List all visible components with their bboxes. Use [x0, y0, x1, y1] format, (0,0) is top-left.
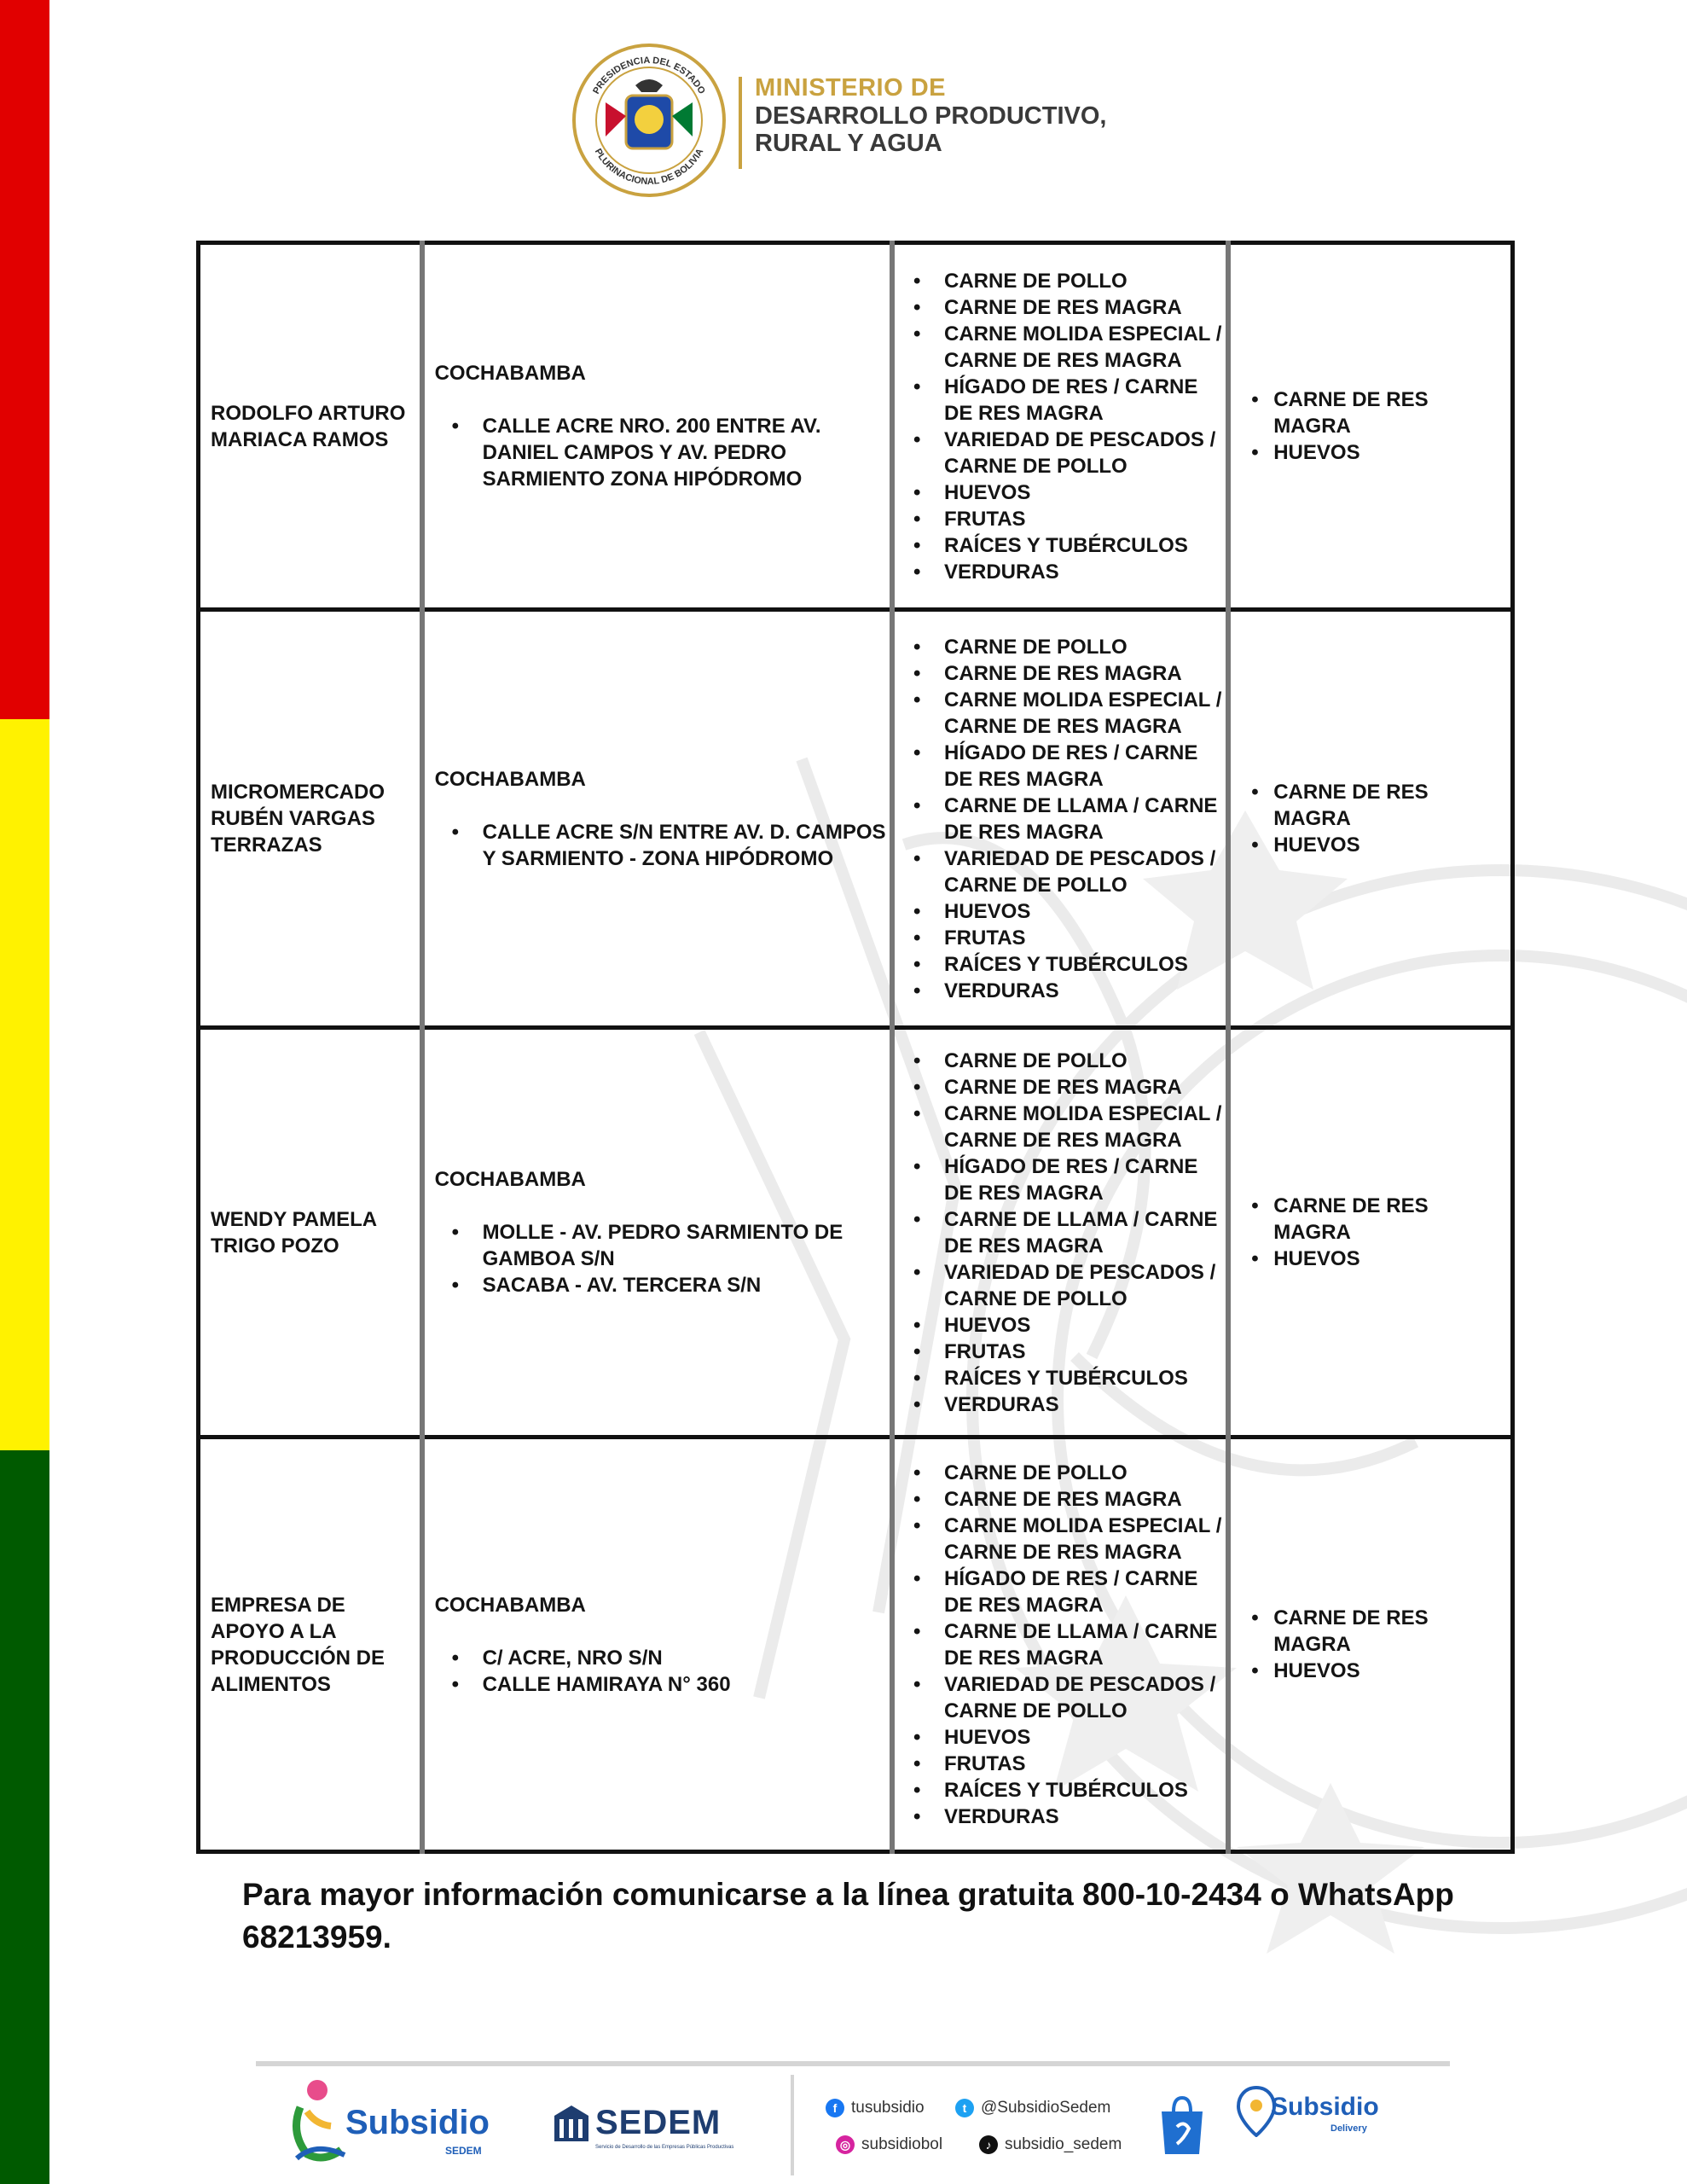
address-item: • CALLE ACRE S/N ENTRE AV. D. CAMPOS Y SARMIENTO - ZONA HIPÓDROMO: [435, 819, 890, 872]
facebook-icon: f: [826, 2099, 844, 2117]
delivery-item: • CARNE DE RES MAGRA: [1243, 779, 1510, 832]
products-list: [905, 268, 1226, 585]
sedem-logo: [553, 2099, 749, 2158]
subsidio-logo: [281, 2073, 495, 2167]
product-item: • FRUTAS: [905, 506, 1226, 532]
product-item: • HUEVOS: [905, 1724, 1226, 1751]
delivery-item: • HUEVOS: [1243, 1246, 1510, 1272]
table-row: [199, 1438, 1513, 1852]
table-row: [199, 243, 1513, 610]
product-item: • CARNE MOLIDA ESPECIAL / CARNE DE RES MAGRA: [905, 687, 1226, 740]
products-cell: [892, 1028, 1228, 1438]
address-list: [435, 819, 890, 872]
address-list: [435, 413, 890, 492]
supplier-name: WENDY PAMELA TRIGO POZO: [211, 1207, 377, 1258]
supplier-name-cell: [199, 1028, 422, 1438]
product-item: • VERDURAS: [905, 978, 1226, 1004]
product-item: • CARNE MOLIDA ESPECIAL / CARNE DE RES MAGRA: [905, 321, 1226, 374]
ministry-name: [755, 73, 1106, 157]
delivery-logo-text: Subsidio: [1271, 2093, 1379, 2121]
products-cell: [892, 243, 1228, 610]
instagram-icon: ◎: [836, 2135, 855, 2154]
product-item: • CARNE DE RES MAGRA: [905, 1486, 1226, 1513]
product-item: • HUEVOS: [905, 479, 1226, 506]
footer-vertical-divider: [791, 2075, 794, 2175]
product-item: • RAÍCES Y TUBÉRCULOS: [905, 951, 1226, 978]
delivery-item: • HUEVOS: [1243, 439, 1510, 466]
supplier-name: RODOLFO ARTURO MARIACA RAMOS: [211, 401, 406, 451]
product-item: • CARNE DE RES MAGRA: [905, 1074, 1226, 1101]
product-item: • HUEVOS: [905, 898, 1226, 925]
supplier-name-cell: [199, 1438, 422, 1852]
product-item: • HUEVOS: [905, 1312, 1226, 1339]
delivery-cell: [1228, 1438, 1512, 1852]
product-item: • RAÍCES Y TUBÉRCULOS: [905, 532, 1226, 559]
city-label: COCHABAMBA: [434, 1593, 586, 1617]
ministry-line-2: DESARROLLO PRODUCTIVO,: [755, 102, 1107, 130]
supplier-table: [196, 241, 1515, 1854]
twitter-icon: t: [955, 2099, 974, 2117]
ministry-header: [571, 43, 1254, 196]
state-seal-logo: [571, 43, 727, 198]
delivery-cell: [1228, 243, 1512, 610]
address-item: • SACABA - AV. TERCERA S/N: [435, 1272, 890, 1298]
table-row: [199, 1028, 1513, 1438]
delivery-list: [1243, 386, 1510, 466]
product-item: • RAÍCES Y TUBÉRCULOS: [905, 1777, 1226, 1804]
address-cell: [422, 243, 892, 610]
instagram-handle-text: subsidiobol: [861, 2135, 943, 2153]
product-item: • VARIEDAD DE PESCADOS / CARNE DE POLLO: [905, 1259, 1226, 1312]
product-item: • CARNE MOLIDA ESPECIAL / CARNE DE RES MAGRA: [905, 1513, 1226, 1565]
delivery-cell: [1228, 610, 1512, 1028]
subsidio-delivery-logo: [1237, 2086, 1382, 2146]
twitter-handle[interactable]: [955, 2096, 1110, 2120]
bolivia-flag-stripe: [0, 0, 49, 2184]
address-cell: [422, 610, 892, 1028]
city-label: COCHABAMBA: [434, 1168, 586, 1191]
delivery-list: [1243, 1193, 1510, 1272]
products-cell: [892, 1438, 1228, 1852]
address-item: • C/ ACRE, NRO S/N: [435, 1645, 890, 1671]
product-item: • VERDURAS: [905, 1804, 1226, 1830]
product-item: • CARNE DE LLAMA / CARNE DE RES MAGRA: [905, 1618, 1226, 1671]
supplier-name: MICROMERCADO RUBÉN VARGAS TERRAZAS: [211, 781, 385, 857]
sedem-building-icon: [553, 2104, 590, 2143]
delivery-item: • CARNE DE RES MAGRA: [1243, 1605, 1510, 1658]
address-list: [435, 1645, 890, 1698]
product-item: • HÍGADO DE RES / CARNE DE RES MAGRA: [905, 1565, 1226, 1618]
address-cell: [422, 1028, 892, 1438]
delivery-item: • HUEVOS: [1243, 832, 1510, 858]
address-cell: [422, 1438, 892, 1852]
product-item: • VARIEDAD DE PESCADOS / CARNE DE POLLO: [905, 427, 1226, 479]
flag-green-band: [0, 1450, 49, 2184]
product-item: • RAÍCES Y TUBÉRCULOS: [905, 1365, 1226, 1391]
sedem-logo-subtext: Servicio de Desarrollo de las Empresas Públicas Productivas: [595, 2145, 734, 2150]
tiktok-handle-text: subsidio_sedem: [1005, 2135, 1122, 2153]
flag-red-band: [0, 0, 49, 719]
address-item: • CALLE ACRE NRO. 200 ENTRE AV. DANIEL CAMPOS Y AV. PEDRO SARMIENTO ZONA HIPÓDROMO: [435, 413, 890, 492]
address-item: • CALLE HAMIRAYA N° 360: [435, 1671, 890, 1698]
product-item: • HÍGADO DE RES / CARNE DE RES MAGRA: [905, 374, 1226, 427]
footer-divider-line: [256, 2061, 1450, 2066]
flag-yellow-band: [0, 719, 49, 1450]
product-item: • CARNE DE LLAMA / CARNE DE RES MAGRA: [905, 1206, 1226, 1259]
product-item: • CARNE DE RES MAGRA: [905, 294, 1226, 321]
ministry-line-1: MINISTERIO DE: [755, 74, 947, 102]
delivery-cell: [1228, 1028, 1512, 1438]
products-list: [905, 634, 1226, 1004]
subsidio-logo-subtext: SEDEM: [445, 2145, 482, 2157]
address-list: [435, 1219, 890, 1298]
delivery-list: [1243, 1605, 1510, 1684]
product-item: • CARNE DE RES MAGRA: [905, 660, 1226, 687]
subsidio-logo-text: Subsidio: [345, 2104, 490, 2141]
delivery-item: • CARNE DE RES MAGRA: [1243, 1193, 1510, 1246]
product-item: • CARNE DE POLLO: [905, 1048, 1226, 1074]
products-cell: [892, 610, 1228, 1028]
facebook-handle[interactable]: [826, 2096, 925, 2120]
seal-bottom-text: PLURINACIONAL DE BOLIVIA: [592, 147, 706, 188]
shopping-bag-icon: [1158, 2094, 1206, 2156]
delivery-list: [1243, 779, 1510, 858]
product-item: • FRUTAS: [905, 925, 1226, 951]
product-item: • HÍGADO DE RES / CARNE DE RES MAGRA: [905, 740, 1226, 793]
supplier-name: EMPRESA DE APOYO A LA PRODUCCIÓN DE ALIMENTOS: [211, 1593, 386, 1696]
product-item: • CARNE DE LLAMA / CARNE DE RES MAGRA: [905, 793, 1226, 845]
city-label: COCHABAMBA: [434, 362, 586, 385]
address-item: • MOLLE - AV. PEDRO SARMIENTO DE GAMBOA S/N: [435, 1219, 890, 1272]
twitter-handle-text: @SubsidioSedem: [981, 2099, 1111, 2117]
delivery-item: • HUEVOS: [1243, 1658, 1510, 1684]
delivery-logo-subtext: Delivery: [1330, 2123, 1367, 2134]
facebook-handle-text: tusubsidio: [851, 2099, 925, 2117]
instagram-handle[interactable]: [836, 2133, 942, 2157]
product-item: • VERDURAS: [905, 1391, 1226, 1418]
ministry-line-3: RURAL Y AGUA: [755, 130, 942, 157]
tiktok-icon: ♪: [979, 2135, 998, 2154]
header-divider: [739, 77, 742, 169]
product-item: • FRUTAS: [905, 1339, 1226, 1365]
product-item: • CARNE DE POLLO: [905, 1460, 1226, 1486]
products-list: [905, 1048, 1226, 1418]
contact-info-text: Para mayor información comunicarse a la línea gratuita 800-10-2434 o WhatsApp 68213959.: [242, 1877, 1454, 1955]
product-item: • CARNE DE POLLO: [905, 634, 1226, 660]
tiktok-handle[interactable]: [979, 2133, 1122, 2157]
product-item: • VERDURAS: [905, 559, 1226, 585]
supplier-name-cell: [199, 243, 422, 610]
products-list: [905, 1460, 1226, 1830]
sedem-logo-text: SEDEM: [595, 2104, 722, 2141]
product-item: • FRUTAS: [905, 1751, 1226, 1777]
delivery-item: • CARNE DE RES MAGRA: [1243, 386, 1510, 439]
table-row: [199, 610, 1513, 1028]
product-item: • CARNE DE POLLO: [905, 268, 1226, 294]
seal-top-text: PRESIDENCIA DEL ESTADO: [591, 55, 707, 96]
product-item: • VARIEDAD DE PESCADOS / CARNE DE POLLO: [905, 1671, 1226, 1724]
product-item: • CARNE MOLIDA ESPECIAL / CARNE DE RES MAGRA: [905, 1101, 1226, 1153]
product-item: • VARIEDAD DE PESCADOS / CARNE DE POLLO: [905, 845, 1226, 898]
city-label: COCHABAMBA: [434, 767, 586, 791]
product-item: • HÍGADO DE RES / CARNE DE RES MAGRA: [905, 1153, 1226, 1206]
supplier-name-cell: [199, 610, 422, 1028]
subsidio-mother-icon: [281, 2073, 350, 2167]
